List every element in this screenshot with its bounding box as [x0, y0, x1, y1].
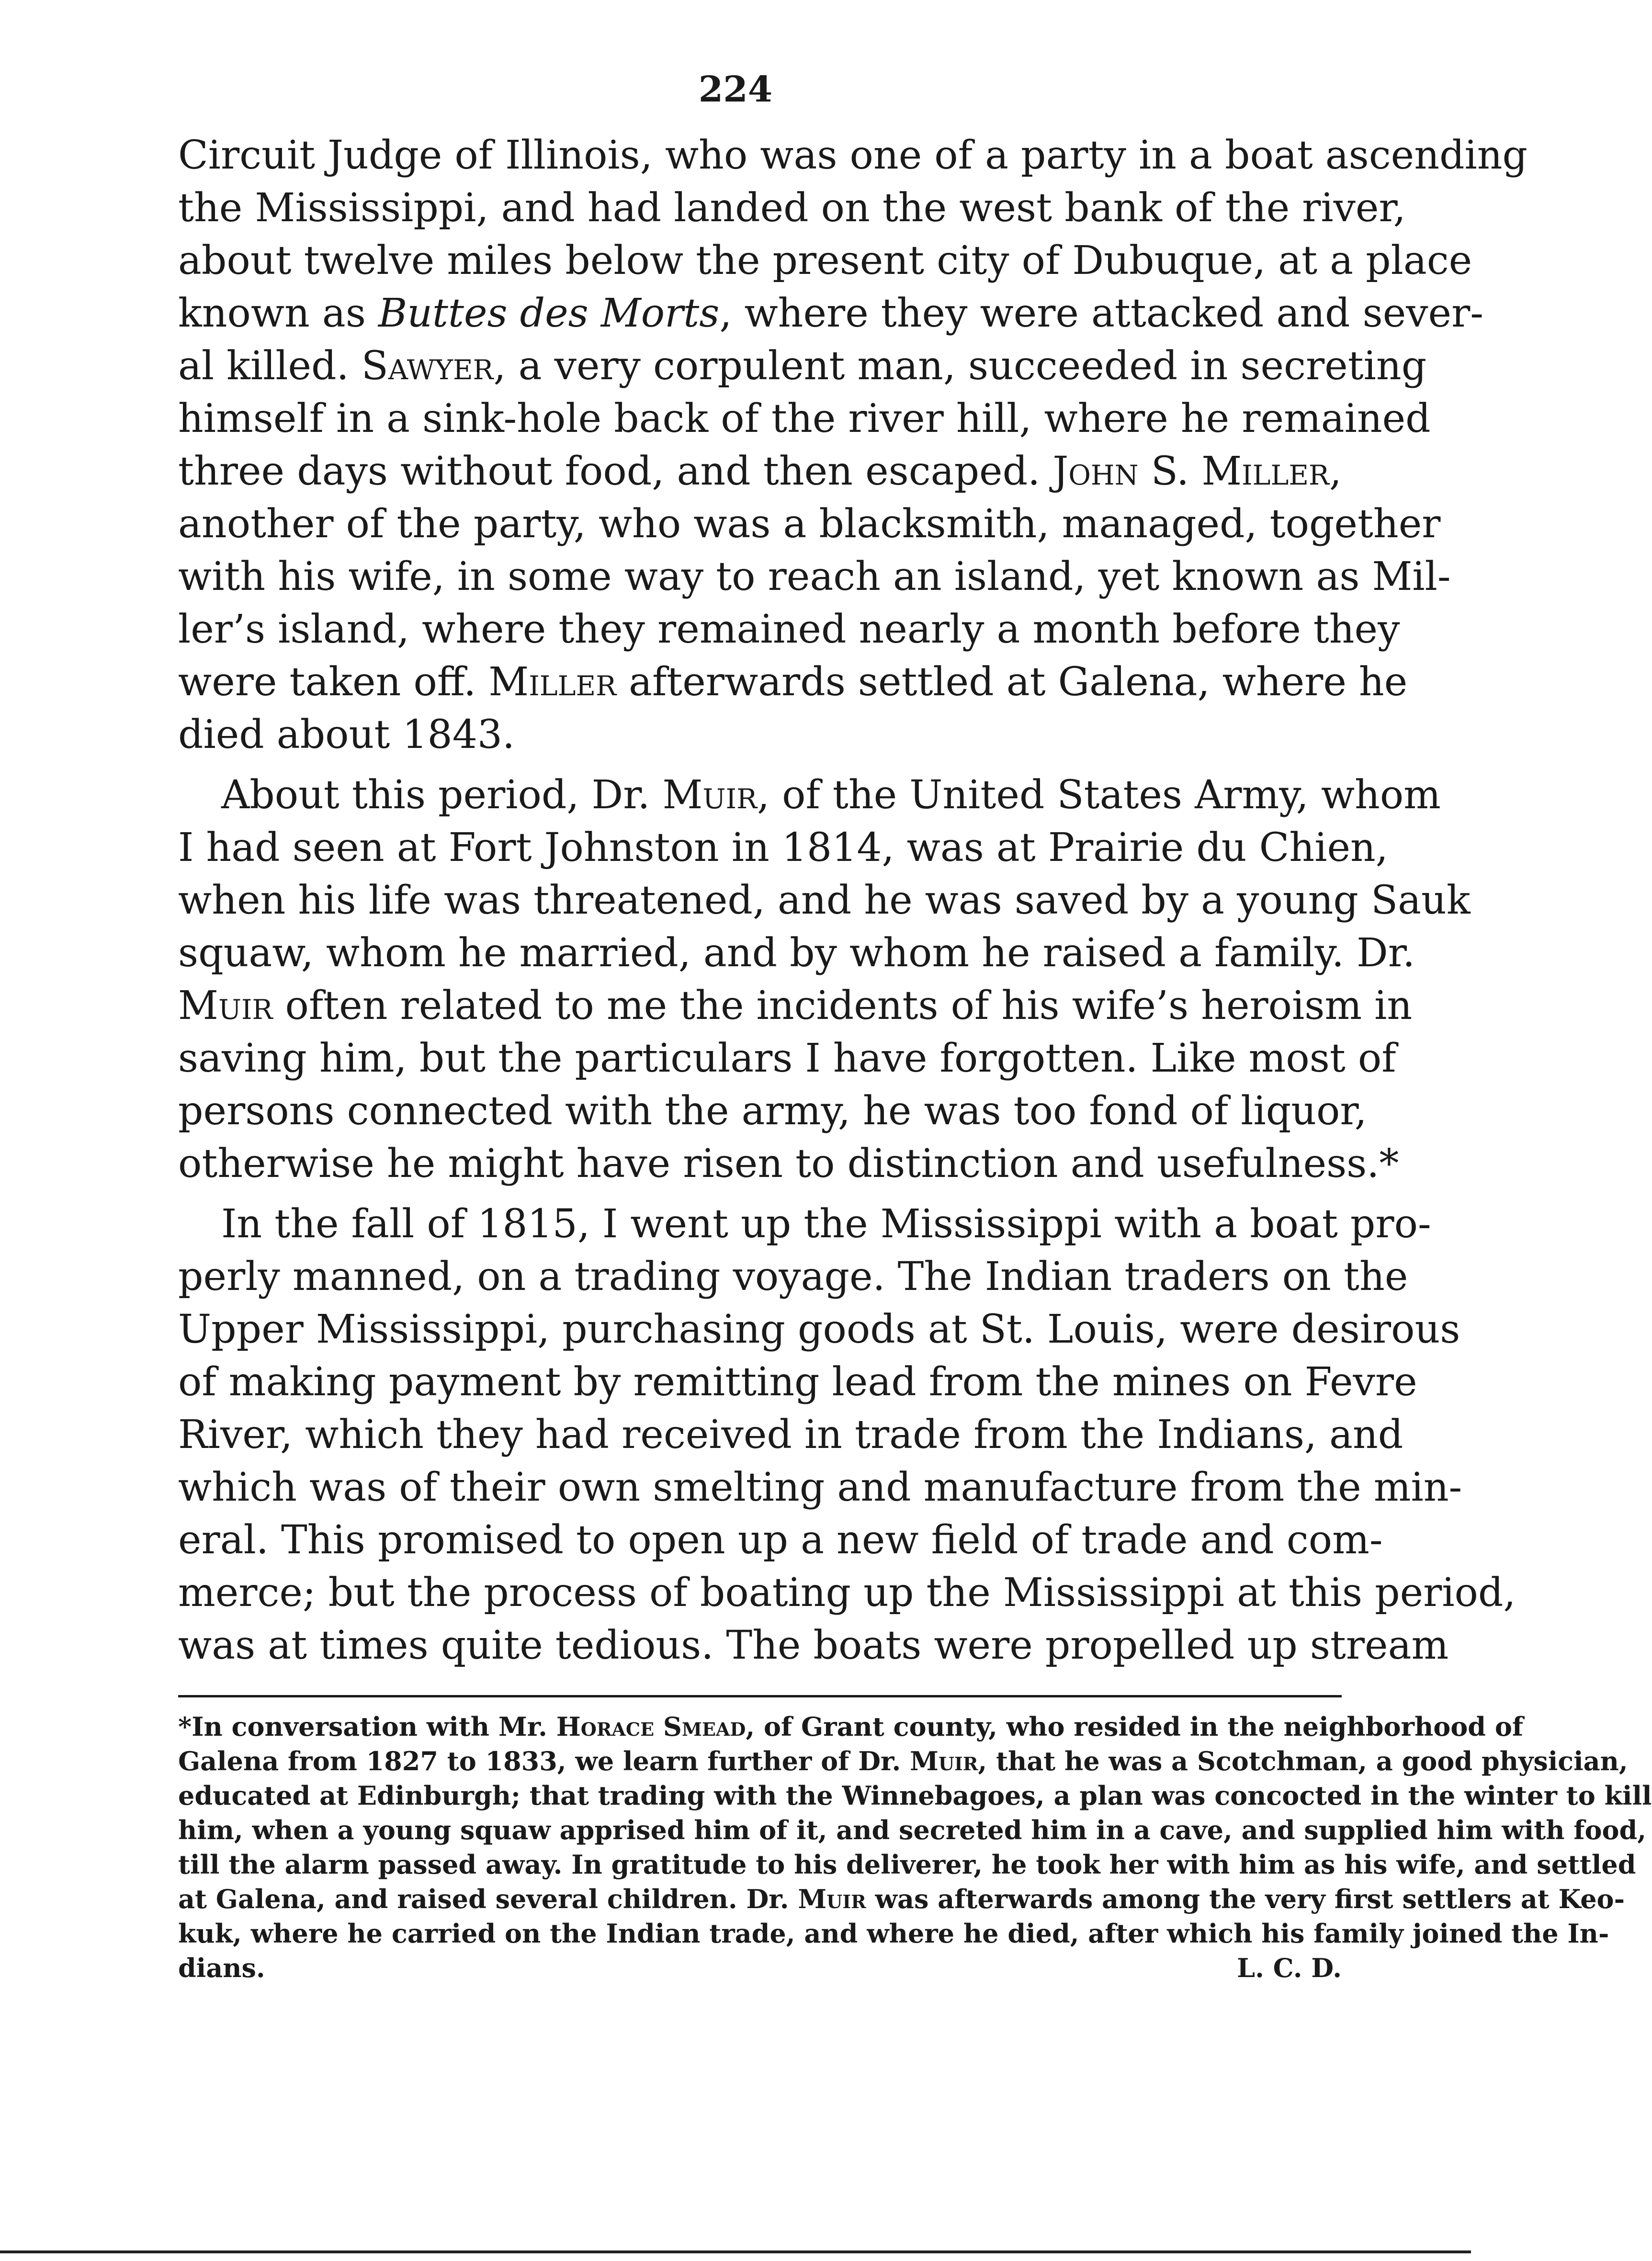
text-line: [178, 1303, 1460, 1356]
text-run: with his wife, in some way to reach an island, yet known as Mil-: [178, 554, 1451, 599]
text-run: when his life was threatened, and he was saved by a young Sauk: [178, 878, 1471, 923]
text-line: [178, 1813, 1647, 1847]
text-line: [178, 603, 1400, 656]
text-line: [178, 129, 1528, 182]
text-line: [178, 182, 1406, 235]
text-run: Upper Mississippi, purchasing goods at St. Louis, were desirous: [178, 1307, 1460, 1352]
text-line: [178, 1032, 1396, 1085]
text-run: afterwards settled at Galena, where he: [616, 659, 1408, 705]
text-line: [178, 1251, 1408, 1303]
body-text: [178, 129, 1528, 1672]
text-run: eral. This promised to open up a new field of trade and com-: [178, 1517, 1383, 1563]
paragraph: [178, 129, 1528, 761]
text-run: merce; but the process of boating up the Mississippi at this period,: [178, 1570, 1516, 1616]
text-line: [178, 1778, 1652, 1813]
text-run: perly manned, on a trading voyage. The Indian traders on the: [178, 1254, 1408, 1300]
text-run: three days without food, and then escaped.: [178, 449, 1053, 494]
text-line: [178, 1085, 1367, 1138]
text-run: the Mississippi, and had landed on the west bank of the river,: [178, 185, 1406, 231]
text-line: [178, 445, 1342, 498]
text-run: died about 1843.: [178, 712, 515, 757]
text-run: ,: [1329, 449, 1342, 494]
text-line: [178, 498, 1441, 551]
text-run: otherwise he might have risen to distinction and usefulness.*: [178, 1141, 1399, 1187]
italic-text: Buttes des Morts: [378, 291, 720, 336]
text-run: educated at Edinburgh; that trading with the Winnebagoes, a plan was concocted in the winter to kill: [178, 1780, 1652, 1811]
text-run: which was of their own smelting and manufacture from the min-: [178, 1465, 1462, 1510]
text-run: , a very corpulent man, succeeded in secreting: [493, 343, 1427, 389]
text-line: [178, 1409, 1403, 1461]
text-run: persons connected with the army, he was too fond of liquor,: [178, 1088, 1367, 1134]
text-line: [178, 1138, 1399, 1190]
text-line: [178, 340, 1427, 393]
text-run: , of Grant county, who resided in the neighborhood of: [746, 1711, 1524, 1742]
text-line: [178, 551, 1451, 603]
text-run: was at times quite tedious. The boats were propelled up stream: [178, 1623, 1449, 1668]
text-line: [178, 1709, 1524, 1744]
text-run: about twelve miles below the present city of Dubuque, at a place: [178, 238, 1472, 283]
text-run: River, which they had received in trade from the Indians, and: [178, 1412, 1403, 1458]
paragraph-gap: [178, 761, 1342, 769]
footnote-divider: [178, 1695, 1342, 1697]
text-line: [178, 1951, 1342, 1985]
text-run: at Galena, and raised several children. Dr.: [178, 1884, 798, 1914]
text-run: , where they were attacked and sever-: [719, 291, 1483, 336]
text-line: [178, 874, 1471, 927]
small-caps-name: Muir: [910, 1746, 978, 1776]
text-run: *In conversation with Mr.: [178, 1711, 556, 1742]
text-line: [178, 822, 1388, 874]
paragraph: [178, 1198, 1516, 1672]
text-run: In the fall of 1815, I went up the Mississippi with a boat pro-: [221, 1201, 1431, 1247]
text-line: [178, 927, 1415, 980]
footnote-signature: L. C. D.: [1237, 1953, 1342, 1983]
text-run: till the alarm passed away. In gratitude to his deliverer, he took her with him as his wife, and settled: [178, 1849, 1636, 1880]
small-caps-name: Sawyer: [361, 343, 494, 389]
text-run: About this period, Dr.: [221, 772, 663, 818]
paragraph: [178, 769, 1471, 1190]
text-line: [178, 1882, 1625, 1916]
text-run: Galena from 1827 to 1833, we learn further of Dr.: [178, 1746, 910, 1776]
text-line: [178, 1567, 1516, 1619]
text-line: [178, 1847, 1636, 1882]
page-number: 224: [698, 69, 773, 110]
small-caps-name: Miller: [488, 659, 616, 705]
text-run: kuk, where he carried on the Indian trade, and where he died, after which his family joined the In-: [178, 1918, 1609, 1949]
text-run: himself in a sink-hole back of the river hill, where he remained: [178, 396, 1431, 441]
footnote: [178, 1709, 1652, 1985]
text-run: often related to me the incidents of his wife’s heroism in: [272, 983, 1413, 1029]
text-line: [178, 235, 1472, 287]
text-line: [178, 287, 1483, 340]
text-run: ler’s island, where they remained nearly a month before they: [178, 607, 1400, 652]
text-line: [178, 1198, 1431, 1251]
text-run: dians.: [178, 1953, 265, 1983]
text-run: saving him, but the particulars I have forgotten. Like most of: [178, 1036, 1396, 1081]
text-run: Circuit Judge of Illinois, who was one of a party in a boat ascending: [178, 133, 1528, 178]
text-line: [178, 1619, 1449, 1672]
small-caps-name: Horace Smead: [556, 1711, 746, 1742]
text-run: known as: [178, 291, 378, 336]
small-caps-name: Muir: [798, 1884, 866, 1914]
small-caps-name: John S. Miller: [1052, 449, 1329, 494]
text-run: , of the United States Army, whom: [757, 772, 1441, 818]
text-run: I had seen at Fort Johnston in 1814, was at Prairie du Chien,: [178, 825, 1388, 870]
text-line: [178, 1356, 1417, 1409]
text-line: [178, 1916, 1609, 1951]
text-line: [178, 393, 1431, 445]
text-run: al killed.: [178, 343, 362, 389]
paragraph-gap: [178, 1190, 1342, 1198]
text-run: him, when a young squaw apprised him of it, and secreted him in a cave, and supplied him with food,: [178, 1815, 1647, 1845]
text-line: [178, 1514, 1383, 1567]
text-line: [178, 980, 1413, 1032]
small-caps-name: Muir: [178, 983, 273, 1029]
page-bottom-edge: [0, 2250, 1471, 2253]
small-caps-name: Muir: [662, 772, 757, 818]
text-run: was afterwards among the very first settlers at Keo-: [866, 1884, 1625, 1914]
text-line: [178, 709, 1342, 761]
text-run: were taken off.: [178, 659, 489, 705]
text-line: [178, 656, 1408, 709]
text-run: of making payment by remitting lead from the mines on Fevre: [178, 1359, 1417, 1405]
text-run: another of the party, who was a blacksmith, managed, together: [178, 501, 1441, 547]
text-run: , that he was a Scotchman, a good physician,: [978, 1746, 1628, 1776]
text-run: squaw, whom he married, and by whom he raised a family. Dr.: [178, 930, 1415, 976]
text-line: [178, 1461, 1462, 1514]
text-line: [178, 1744, 1628, 1778]
text-line: [178, 769, 1441, 822]
